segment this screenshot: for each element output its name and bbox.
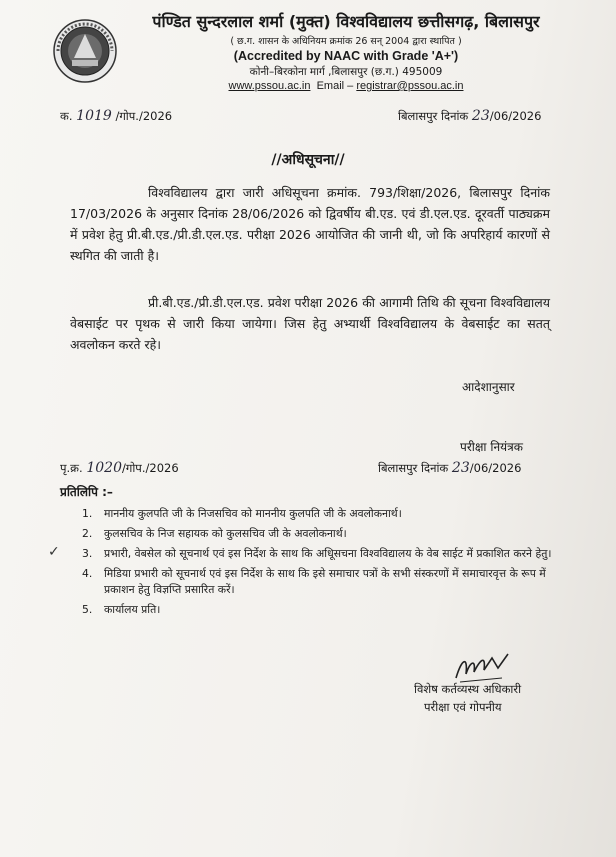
- email-label: Email –: [316, 80, 354, 92]
- date-month-year: /06/2026: [489, 109, 542, 123]
- date-top: [398, 108, 541, 124]
- by-order-text: आदेशानुसार: [462, 380, 515, 394]
- date-handwritten-day: 23: [471, 108, 490, 124]
- officer-designation: विशेष कर्तव्यस्थ अधिकारी: [414, 682, 522, 696]
- officer-department: परीक्षा एवं गोपनीय: [424, 700, 502, 714]
- website-link[interactable]: www.pssou.ac.in: [228, 80, 311, 92]
- list-item: 2. कुलसचिव के निज सहायक को कुलसचिव जी के अवलोकनार्थ।: [82, 527, 347, 540]
- ref-handwritten-number: 1019: [76, 108, 112, 124]
- list-item: ✓ 3. प्रभारी, वेबसेल को सूचनार्थ एवं इस निर्देश के साथ कि अधिूसचना विश्वविद्यालय के वेब साईट में प्रकाशित करने हेतु।: [48, 544, 552, 560]
- notification-title: //अधिसूचना//: [271, 152, 345, 168]
- date-label: बिलासपुर दिनांक: [398, 109, 469, 123]
- date-handwritten-day: 23: [451, 460, 470, 476]
- naac-accreditation: (Accredited by NAAC with Grade 'A+'): [233, 49, 459, 63]
- date-month-year: /06/2026: [469, 461, 522, 475]
- exam-controller-designation: परीक्षा नियंत्रक: [460, 440, 523, 454]
- university-logo-icon: [52, 18, 118, 84]
- ref-prefix: क.: [60, 109, 73, 123]
- university-name: पंण्डित सुन्दरलाल शर्मा (मुक्त) विश्वविद्यालय छत्तीसगढ़, बिलासपुर: [152, 12, 540, 31]
- ref-suffix: /गोप./2026: [115, 109, 173, 123]
- ref-handwritten-number: 1020: [86, 460, 122, 476]
- establishment-note: ( छ.ग. शासन के अधिनियम क्रमांक 26 सन् 2004 द्वारा स्थापित ): [230, 36, 462, 47]
- contact-line: [126, 80, 566, 92]
- copy-to-list: [48, 506, 552, 622]
- list-item: 1. माननीय कुलपति जी के निजसचिव को माननीय कुलपति जी के अवलोकनार्थ।: [82, 507, 402, 520]
- university-address: कोनी–बिरकोना मार्ग ,बिलासपुर (छ.ग.) 495009: [249, 66, 443, 78]
- body-paragraph-2: प्री.बी.एड./प्री.डी.एल.एड. प्रवेश परीक्षा 2026 की आगामी तिथि की सूचना विश्वविद्यालय वेबसाईट पर पृथक से जारी किया जायेगा। जिस हेतु अभ्यार्थी विश्वविद्यालय के वेबसाईट का सतत् अवलोकन करते रहे।: [70, 295, 550, 352]
- copy-to-label: प्रतिलिपि :–: [60, 485, 113, 499]
- letterhead: [126, 10, 566, 92]
- list-item: 4. मिडिया प्रभारी को सूचनार्थ एवं इस निर्देश के साथ कि इसे समाचार पत्रों के सभी संस्करणों में समाचारवृत्त के रूप में प्रकाशन हेतु विज्ञप्ति प्रसारित करें।: [82, 567, 546, 596]
- email-link[interactable]: registrar@pssou.ac.in: [356, 80, 464, 92]
- ref-prefix: पृ.क्र.: [60, 461, 83, 475]
- reference-number-bottom: [60, 460, 179, 476]
- reference-number-top: [60, 108, 172, 124]
- list-item: 5. कार्यालय प्रति।: [82, 603, 161, 616]
- date-label: बिलासपुर दिनांक: [378, 461, 449, 475]
- handwritten-check-icon: ✓: [48, 544, 60, 560]
- date-bottom: [378, 460, 521, 476]
- body-paragraph-1: विश्वविद्यालय द्वारा जारी अधिसूचना क्रमांक. 793/शिक्षा/2026, बिलासपुर दिनांक 17/03/2026 के अनुसार दिनांक 28/06/2026 को द्विवर्षीय बी.एड. एवं डी.एल.एड. दूरवर्ती पाठ्यक्रम में प्रवेश हेतु प्री.बी.एड./प्री.डी.एल.एड. परीक्षा 2026 आयोजित की जानी थी, जो कि अपरिहार्य कारणों से स्थगित की जाती है।: [70, 185, 550, 263]
- ref-suffix: /गोप./2026: [121, 461, 179, 475]
